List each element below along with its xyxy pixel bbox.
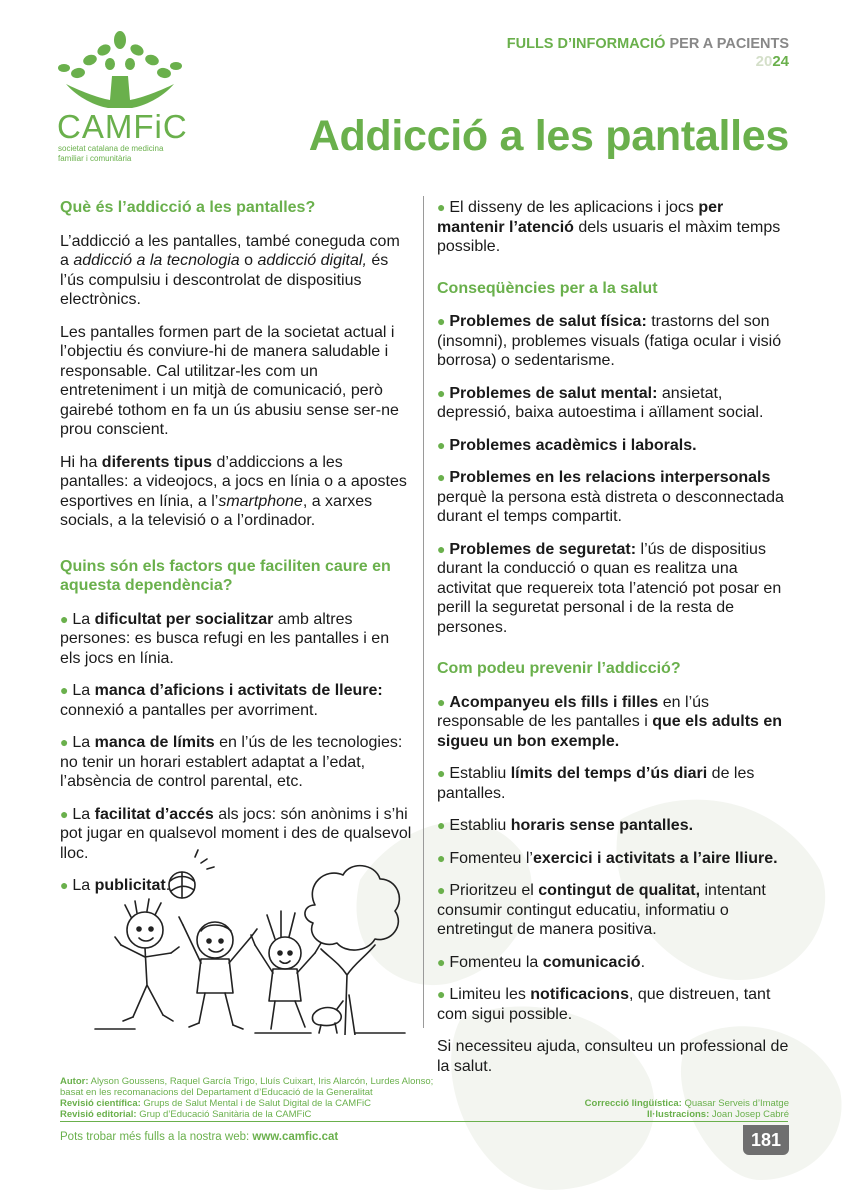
bullet-icon: ● (437, 384, 450, 401)
text: Hi ha (60, 453, 102, 471)
text: Limiteu les (449, 986, 531, 1003)
italic-text: addicció a la tecnologia (73, 252, 240, 269)
text: perquè la persona està distreta o desconnectada durant el temps compartit. (437, 488, 784, 525)
bullet-icon: ● (60, 682, 73, 698)
bullet-icon: ● (437, 693, 450, 710)
page-title: Addicció a les pantalles (308, 112, 789, 160)
section-heading-factors: Quins són els factors que faciliten caure en aquesta dependència? (60, 557, 391, 594)
text: amb altres persones: es busca refugi en les pantalles i en els jocs en línia. (60, 610, 390, 667)
paragraph (60, 453, 412, 531)
bullet-icon: ● (437, 882, 450, 898)
bullet-item (437, 540, 789, 638)
bullet-icon: ● (60, 734, 73, 750)
bold-text: límits del temps d’ús diari (510, 765, 708, 782)
italic-text: addicció digital, (257, 252, 367, 269)
bullet-item (60, 610, 412, 669)
credits (60, 1076, 460, 1120)
bullet-item (437, 384, 789, 423)
bold-text: horaris sense pantalles. (510, 817, 694, 834)
year-suffix: 24 (772, 53, 789, 70)
credit-editorial (60, 1109, 460, 1120)
bullet-item (437, 881, 789, 940)
bullet-icon: ● (437, 986, 450, 1002)
text: trastorns del son (insomni), problemes visuals (fatiga ocular i visió borrosa) o sedentarisme. (437, 313, 782, 369)
credit-editorial-text: Grup d’Educació Sanitària de la CAMFiC (136, 1109, 312, 1120)
text: d’addiccions a les pantalles: a videojocs, a jocs en línia o a apostes esportives en línia, a l’ (60, 453, 407, 510)
left-column (60, 198, 412, 909)
text: Fomenteu la (449, 953, 543, 971)
text: , a xarxes socials, a la televisió o a l’ordinador. (60, 492, 373, 529)
text: La (72, 682, 95, 699)
section-heading-prevention: Com podeu prevenir l’addicció? (437, 660, 681, 677)
text: La (72, 734, 95, 751)
text: en l’ús de les tecnologies: no tenir un horari establert adaptat a l’edat, l’absència de control parental, etc. (60, 734, 403, 790)
bullet-item (437, 693, 789, 752)
text: connexió a pantalles per avorriment. (60, 701, 318, 719)
text: La (72, 805, 95, 823)
text: . (640, 953, 646, 971)
credits-right (585, 1098, 789, 1120)
text: Les pantalles formen part de la societat actual i l’objectiu és conviure-hi de manera saludable i responsable. Cal utilitzar-les com un entreteniment i un mitjà de comunicació, però gairebé tothom en fa un ús abusiu sense ser-ne prou conscient. (60, 323, 399, 438)
text: , que distreuen, tant com sigui possible. (437, 986, 771, 1023)
footer-link[interactable]: www.camfic.cat (252, 1131, 339, 1143)
right-column (437, 198, 789, 1089)
bold-text: exercici i activitats a l’aire lliure. (532, 849, 778, 867)
bold-text: dificultat per socialitzar (94, 610, 274, 628)
credit-illustrations-text: Joan Josep Cabré (709, 1109, 789, 1120)
bold-text: diferents tipus (101, 453, 213, 471)
bold-text: Acompanyeu els fills i filles (449, 693, 659, 711)
section-heading-consequences: Conseqüències per a la salut (437, 279, 658, 297)
bullet-item (437, 198, 789, 257)
closing-paragraph: Si necessiteu ajuda, consulteu un professional de la salut. (437, 1038, 789, 1075)
text: o (239, 252, 258, 269)
credit-linguistic-text: Quasar Serveis d’Imatge (681, 1098, 789, 1109)
bullet-icon: ● (60, 610, 73, 627)
paragraph (60, 323, 412, 440)
text: Fomenteu l’ (449, 849, 533, 867)
series-label-rest: PER A PACIENTS (665, 36, 789, 52)
bold-text: comunicació (542, 953, 641, 971)
bold-text: Problemes de salut mental: (449, 384, 658, 402)
text: ansietat, depressió, baixa autoestima i aïllament social. (437, 384, 764, 421)
series-label (507, 36, 789, 52)
series-year (756, 53, 789, 70)
bullet-item (437, 312, 789, 371)
text: als jocs: són anònims i s’hi pot jugar en qualsevol moment i des de qualsevol lloc. (60, 805, 412, 862)
bullet-icon: ● (437, 765, 450, 781)
footer-text: Pots trobar més fulls a la nostra web: (60, 1131, 253, 1143)
bullet-icon: ● (437, 436, 450, 453)
bullet-icon: ● (437, 313, 450, 329)
credit-scientific-text: Grups de Salut Mental i de Salut Digital de la CAMFiC (140, 1098, 371, 1109)
text: El disseny de les aplicacions i jocs (449, 199, 699, 216)
credit-illustrations (585, 1109, 789, 1120)
credit-author-line2: basat en les recomanacions del Departament d’Educació de la Generalitat (60, 1087, 373, 1098)
series-label-bold: FULLS D’INFORMACIÓ (506, 36, 666, 52)
text: dels usuaris el màxim temps possible. (437, 218, 781, 255)
bullet-item (437, 436, 789, 456)
text: en l’ús responsable de les pantalles i (437, 693, 710, 730)
bold-text: manca de límits (94, 734, 215, 751)
bold-text: publicitat (94, 877, 166, 894)
text: és l’ús compulsiu i descontrolat de dispositius electrònics. (60, 252, 389, 308)
bullet-item (437, 764, 789, 803)
footer-divider (60, 1121, 788, 1122)
text: de les pantalles. (437, 765, 755, 802)
text: La (72, 610, 95, 628)
text: Establiu (449, 765, 511, 782)
bold-text: contingut de qualitat, (538, 882, 701, 899)
bullet-item (60, 681, 412, 720)
paragraph (60, 232, 412, 310)
year-prefix: 20 (755, 53, 773, 70)
bold-text: Problemes acadèmics i laborals. (449, 436, 697, 454)
bold-text: Problemes de seguretat: (449, 540, 637, 558)
bold-text: que els adults en sigueu un bon exemple. (437, 713, 783, 750)
text: intentant consumir contingut educatiu, informatiu o entretingut de manera positiva. (437, 882, 766, 938)
credit-scientific-label: Revisió científica: (60, 1098, 141, 1109)
org-subtitle (58, 144, 188, 164)
credit-author-label: Autor: (60, 1076, 89, 1087)
bullet-item (437, 816, 789, 836)
bullet-item (437, 849, 789, 869)
text: La (72, 877, 95, 894)
column-divider (423, 196, 424, 1028)
credit-editorial-label: Revisió editorial: (60, 1109, 137, 1120)
bullet-icon: ● (437, 849, 450, 866)
bullet-icon: ● (437, 199, 450, 215)
bullet-item (437, 985, 789, 1024)
credit-linguistic (585, 1098, 789, 1109)
bold-text: per mantenir l’atenció (437, 199, 724, 236)
text: Establiu (449, 817, 511, 834)
footer (60, 1131, 338, 1143)
bold-text: notificacions (530, 986, 629, 1003)
text: . (165, 877, 171, 894)
italic-text: smartphone (218, 492, 303, 510)
bullet-icon: ● (437, 469, 450, 485)
credit-author (60, 1076, 460, 1087)
credit-author-text: Alyson Goussens, Raquel García Trigo, Lluís Cuixart, Iris Alarcón, Lurdes Alonso; (88, 1076, 434, 1087)
bold-text: Problemes en les relacions interpersonals (449, 469, 771, 486)
org-subtitle-line1: societat catalana de medicina (58, 144, 164, 153)
bullet-icon: ● (437, 953, 450, 970)
credit-scientific (60, 1098, 460, 1109)
bullet-icon: ● (60, 805, 73, 822)
bold-text: Problemes de salut física: (449, 313, 647, 330)
page-number: 181 (743, 1125, 789, 1155)
bullet-icon: ● (437, 540, 450, 557)
bold-text: facilitat d’accés (94, 805, 214, 823)
org-subtitle-line2: familiar i comunitària (58, 154, 132, 163)
children-playing-illustration (75, 845, 415, 1035)
bullet-item (437, 953, 789, 973)
text: Prioritzeu el (449, 882, 539, 899)
section-heading-what-is: Què és l’addicció a les pantalles? (60, 199, 316, 216)
text: L’addicció a les pantalles, també coneguda com a (60, 232, 400, 269)
bullet-item (60, 733, 412, 792)
bullet-icon: ● (437, 817, 450, 833)
bold-text: manca d’aficions i activitats de lleure: (94, 682, 383, 699)
credit-illustrations-label: Il·lustracions: (646, 1109, 710, 1120)
credit-linguistic-label: Correcció lingüística: (584, 1098, 682, 1109)
text: l’ús de dispositius durant la conducció o quan es realitza una activitat que requereix tota l’atenció pot posar en perill la seguretat personal i de la resta de persones. (437, 540, 782, 636)
bullet-icon: ● (60, 877, 73, 893)
bullet-item (437, 468, 789, 527)
org-name: CAMFiC (57, 108, 188, 145)
